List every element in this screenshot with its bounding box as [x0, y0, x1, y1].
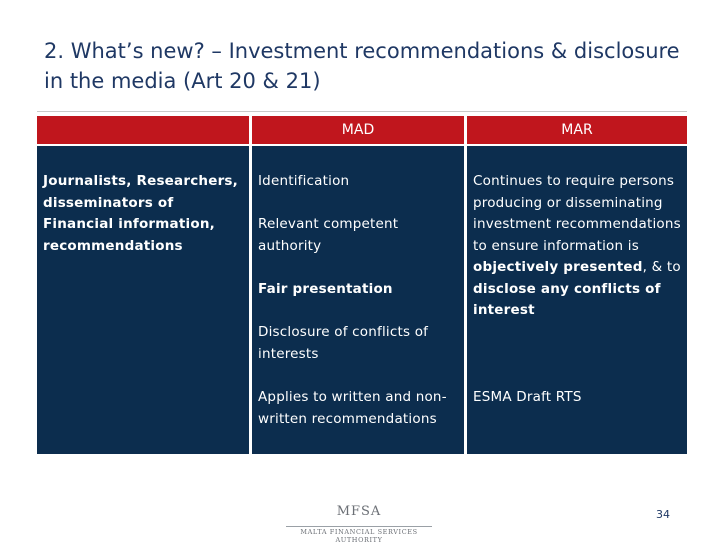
mad-identification: Identification [258, 173, 350, 189]
title-divider [37, 111, 687, 112]
mad-cell [252, 146, 464, 454]
row-label-cell [37, 146, 249, 454]
mar-continues: Continues to require persons producing or disseminating investment recommendations to ensure information is [473, 173, 681, 254]
row-label: Journalists, Researchers, disseminators of Financial information, recommendations [43, 173, 238, 254]
mad-authority: Relevant competent authority [258, 216, 399, 254]
mad-applies: Applies to written and non-written recommendations [258, 389, 447, 427]
comparison-table [37, 116, 687, 454]
mad-conflicts: Disclosure of conflicts of interests [258, 324, 429, 362]
header-empty [37, 116, 249, 144]
mar-cell [467, 146, 687, 454]
mar-middle: , & to [642, 259, 681, 275]
mar-objectively: objectively presented [473, 259, 643, 275]
logo-divider [286, 526, 432, 527]
mar-esma: ESMA Draft RTS [473, 389, 582, 405]
page-number: 34 [656, 508, 670, 521]
header-mad: MAD [252, 116, 464, 144]
mfsa-logo-subtitle: MALTA FINANCIAL SERVICES AUTHORITY [300, 528, 418, 544]
header-mar: MAR [467, 116, 687, 144]
mar-disclose: disclose any conflicts of interest [473, 280, 661, 318]
mad-fair: Fair presentation [258, 281, 393, 297]
slide-title: 2. What’s new? – Investment recommendations & disclosure in the media (Art 20 & 21) [44, 39, 680, 93]
mfsa-logo: MFSA [336, 504, 382, 519]
mar-description [473, 171, 681, 322]
